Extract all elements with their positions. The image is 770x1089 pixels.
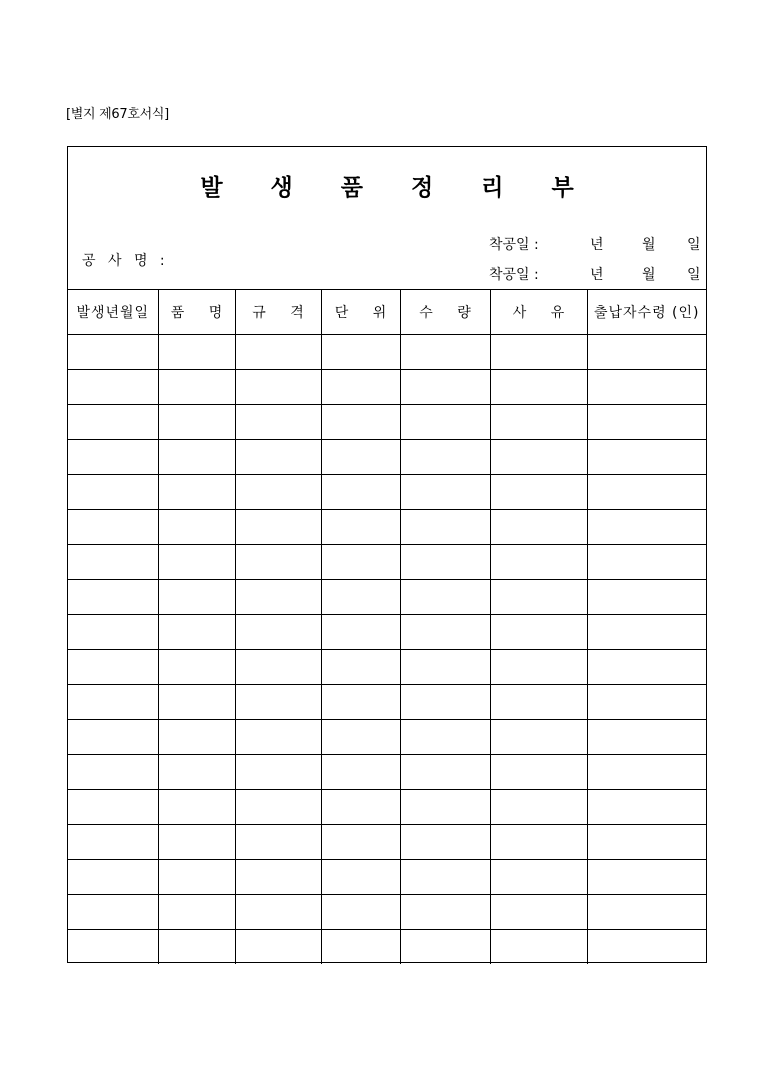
table-cell[interactable]	[158, 684, 235, 719]
table-cell[interactable]	[68, 824, 158, 859]
table-cell[interactable]	[158, 509, 235, 544]
table-cell[interactable]	[158, 334, 235, 369]
table-cell[interactable]	[68, 789, 158, 824]
table-row	[68, 544, 706, 579]
table-cell[interactable]	[490, 754, 587, 789]
table-cell[interactable]	[587, 859, 706, 894]
table-cell[interactable]	[158, 789, 235, 824]
table-cell[interactable]	[158, 824, 235, 859]
table-cell[interactable]	[490, 404, 587, 439]
table-row	[68, 439, 706, 474]
second-date-month: 월	[642, 267, 656, 283]
table-cell[interactable]	[400, 439, 490, 474]
table-row	[68, 789, 706, 824]
table-row	[68, 614, 706, 649]
col-header-quantity: 수 량	[400, 290, 490, 334]
table-cell[interactable]	[235, 474, 321, 509]
col-header-date: 발생년월일	[68, 290, 158, 334]
table-cell[interactable]	[235, 369, 321, 404]
table-cell[interactable]	[400, 894, 490, 929]
table-cell[interactable]	[587, 684, 706, 719]
table-row	[68, 509, 706, 544]
table-row	[68, 929, 706, 964]
table-cell[interactable]	[68, 579, 158, 614]
table-cell[interactable]	[235, 544, 321, 579]
table-cell[interactable]	[400, 754, 490, 789]
table-cell[interactable]	[400, 544, 490, 579]
table-cell[interactable]	[587, 579, 706, 614]
table-row	[68, 824, 706, 859]
table-cell[interactable]	[490, 894, 587, 929]
table-cell[interactable]	[321, 719, 400, 754]
table-body	[68, 334, 706, 964]
table-row	[68, 474, 706, 509]
table-cell[interactable]	[321, 684, 400, 719]
col-header-spec: 규 격	[235, 290, 321, 334]
table-cell[interactable]	[321, 649, 400, 684]
table-cell[interactable]	[587, 894, 706, 929]
table-cell[interactable]	[400, 474, 490, 509]
table-row	[68, 754, 706, 789]
table-cell[interactable]	[158, 474, 235, 509]
table-cell[interactable]	[321, 859, 400, 894]
table-cell[interactable]	[587, 719, 706, 754]
table-cell[interactable]	[490, 334, 587, 369]
project-name-label: 공 사 명 :	[82, 253, 169, 269]
table-cell[interactable]	[158, 859, 235, 894]
table-cell[interactable]	[158, 719, 235, 754]
table-cell[interactable]	[158, 369, 235, 404]
table-cell[interactable]	[235, 614, 321, 649]
record-table	[68, 290, 706, 964]
second-date-year: 년	[590, 267, 604, 283]
table-cell[interactable]	[235, 719, 321, 754]
form-header	[68, 147, 706, 290]
table-cell[interactable]	[587, 789, 706, 824]
table-cell[interactable]	[587, 754, 706, 789]
table-cell[interactable]	[68, 929, 158, 964]
table-cell[interactable]	[321, 439, 400, 474]
table-cell[interactable]	[587, 474, 706, 509]
second-date-label: 착공일 :	[489, 267, 539, 283]
table-cell[interactable]	[400, 719, 490, 754]
table-cell[interactable]	[400, 369, 490, 404]
table-cell[interactable]	[400, 404, 490, 439]
form-code: [별지 제67호서식]	[66, 107, 169, 122]
table-cell[interactable]	[400, 509, 490, 544]
start-date-year: 년	[590, 237, 604, 253]
form-frame	[67, 146, 707, 963]
table-cell[interactable]	[587, 824, 706, 859]
table-cell[interactable]	[158, 754, 235, 789]
table-cell[interactable]	[587, 614, 706, 649]
table-row	[68, 719, 706, 754]
start-date-label: 착공일 :	[489, 237, 539, 253]
table-row	[68, 649, 706, 684]
table-cell[interactable]	[321, 824, 400, 859]
table-header-row	[68, 290, 706, 334]
table-cell[interactable]	[235, 789, 321, 824]
table-cell[interactable]	[68, 334, 158, 369]
table-cell[interactable]	[490, 719, 587, 754]
table-cell[interactable]	[158, 544, 235, 579]
table-cell[interactable]	[68, 404, 158, 439]
col-header-unit: 단 위	[321, 290, 400, 334]
table-cell[interactable]	[68, 684, 158, 719]
table-cell[interactable]	[490, 614, 587, 649]
start-date-row	[489, 234, 699, 254]
table-cell[interactable]	[321, 894, 400, 929]
table-cell[interactable]	[321, 474, 400, 509]
table-cell[interactable]	[158, 579, 235, 614]
form-title: 발 생 품 정 리 부	[200, 174, 594, 201]
table-cell[interactable]	[235, 579, 321, 614]
table-cell[interactable]	[235, 859, 321, 894]
table-cell[interactable]	[587, 509, 706, 544]
table-cell[interactable]	[490, 369, 587, 404]
table-cell[interactable]	[321, 334, 400, 369]
table-cell[interactable]	[235, 649, 321, 684]
table-cell[interactable]	[68, 439, 158, 474]
table-cell[interactable]	[235, 894, 321, 929]
table-cell[interactable]	[158, 894, 235, 929]
table-cell[interactable]	[490, 789, 587, 824]
table-row	[68, 859, 706, 894]
table-cell[interactable]	[490, 684, 587, 719]
col-header-reason: 사 유	[490, 290, 587, 334]
table-cell[interactable]	[400, 334, 490, 369]
table-cell[interactable]	[400, 649, 490, 684]
table-cell[interactable]	[321, 509, 400, 544]
table-cell[interactable]	[68, 474, 158, 509]
start-date-month: 월	[642, 237, 656, 253]
table-cell[interactable]	[235, 509, 321, 544]
table-cell[interactable]	[158, 614, 235, 649]
table-cell[interactable]	[587, 929, 706, 964]
table-cell[interactable]	[321, 789, 400, 824]
second-date-row	[489, 264, 699, 284]
table-cell[interactable]	[235, 684, 321, 719]
table-cell[interactable]	[400, 684, 490, 719]
col-header-receiver: 출납자수령 (인)	[587, 290, 706, 334]
table-cell[interactable]	[587, 439, 706, 474]
table-cell[interactable]	[68, 649, 158, 684]
start-date-day: 일	[687, 237, 701, 253]
table-cell[interactable]	[490, 929, 587, 964]
table-cell[interactable]	[158, 649, 235, 684]
table-cell[interactable]	[400, 789, 490, 824]
table-row	[68, 894, 706, 929]
table-cell[interactable]	[68, 369, 158, 404]
table-cell[interactable]	[587, 334, 706, 369]
table-cell[interactable]	[400, 824, 490, 859]
table-cell[interactable]	[321, 404, 400, 439]
table-cell[interactable]	[490, 649, 587, 684]
table-row	[68, 404, 706, 439]
table-cell[interactable]	[235, 334, 321, 369]
table-cell[interactable]	[490, 474, 587, 509]
table-cell[interactable]	[587, 369, 706, 404]
table-row	[68, 334, 706, 369]
table-cell[interactable]	[490, 544, 587, 579]
table-cell[interactable]	[235, 439, 321, 474]
table-cell[interactable]	[68, 754, 158, 789]
table-cell[interactable]	[158, 404, 235, 439]
table-cell[interactable]	[321, 579, 400, 614]
table-cell[interactable]	[321, 929, 400, 964]
table-cell[interactable]	[587, 404, 706, 439]
table-row	[68, 369, 706, 404]
table-row	[68, 579, 706, 614]
table-cell[interactable]	[235, 824, 321, 859]
table-cell[interactable]	[490, 509, 587, 544]
table-cell[interactable]	[587, 544, 706, 579]
col-header-item: 품 명	[158, 290, 235, 334]
table-cell[interactable]	[400, 859, 490, 894]
table-cell[interactable]	[321, 544, 400, 579]
table-cell[interactable]	[400, 614, 490, 649]
table-cell[interactable]	[321, 754, 400, 789]
table-cell[interactable]	[321, 614, 400, 649]
table-cell[interactable]	[587, 649, 706, 684]
table-cell[interactable]	[490, 439, 587, 474]
table-row	[68, 684, 706, 719]
table-cell[interactable]	[400, 579, 490, 614]
table-cell[interactable]	[68, 719, 158, 754]
table-cell[interactable]	[235, 404, 321, 439]
table-cell[interactable]	[158, 929, 235, 964]
table-cell[interactable]	[68, 894, 158, 929]
table-cell[interactable]	[321, 369, 400, 404]
table-cell[interactable]	[68, 509, 158, 544]
table-cell[interactable]	[490, 824, 587, 859]
table-cell[interactable]	[68, 859, 158, 894]
second-date-day: 일	[687, 267, 701, 283]
table-cell[interactable]	[490, 579, 587, 614]
table-cell[interactable]	[68, 614, 158, 649]
table-cell[interactable]	[400, 929, 490, 964]
table-cell[interactable]	[158, 439, 235, 474]
table-cell[interactable]	[68, 544, 158, 579]
table-cell[interactable]	[235, 754, 321, 789]
table-cell[interactable]	[490, 859, 587, 894]
table-cell[interactable]	[235, 929, 321, 964]
